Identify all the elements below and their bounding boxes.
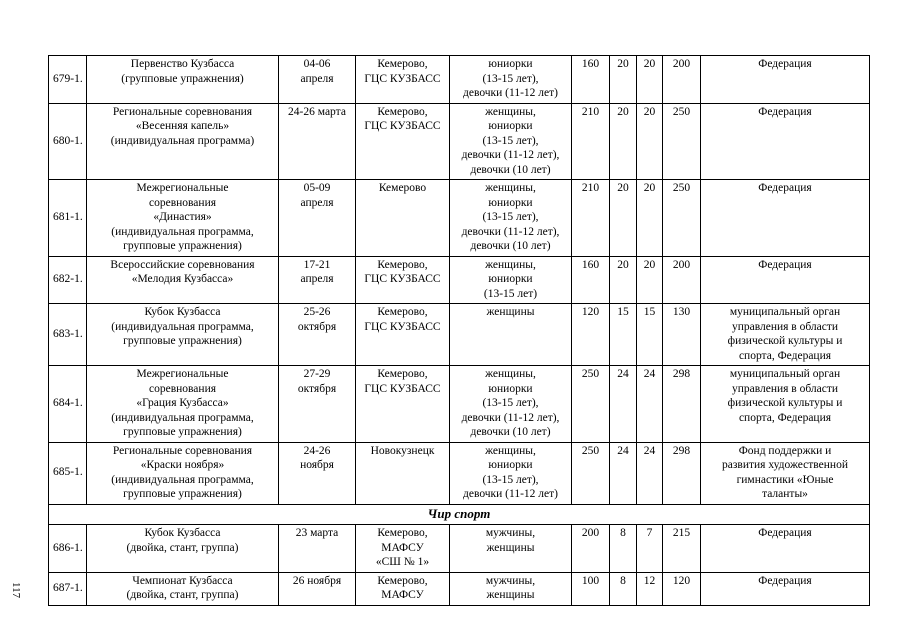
row-number: 681-1.	[49, 180, 87, 257]
organizer: Федерация	[701, 525, 870, 573]
table-row	[49, 103, 870, 180]
event-date: 25-26 октября	[279, 304, 356, 366]
participant-category: женщины	[450, 304, 572, 366]
events-table	[48, 55, 870, 606]
row-number: 680-1.	[49, 103, 87, 180]
count-total: 298	[663, 366, 701, 443]
event-date: 17-21 апреля	[279, 256, 356, 304]
count-participants: 210	[572, 103, 610, 180]
participant-category: мужчины, женщины	[450, 525, 572, 573]
event-name: Региональные соревнования «Весенняя капель» (индивидуальная программа)	[87, 103, 279, 180]
count-participants: 250	[572, 442, 610, 504]
organizer: Федерация	[701, 56, 870, 104]
event-name: Кубок Кузбасса (индивидуальная программа, групповые упражнения)	[87, 304, 279, 366]
count-coaches: 24	[610, 442, 637, 504]
event-place: Кемерово, ГЦС КУЗБАСС	[356, 304, 450, 366]
table-row	[49, 366, 870, 443]
table-row	[49, 572, 870, 605]
count-judges: 20	[637, 56, 663, 104]
page-number: 117	[10, 582, 22, 599]
count-coaches: 20	[610, 103, 637, 180]
row-number: 684-1.	[49, 366, 87, 443]
count-participants: 160	[572, 256, 610, 304]
count-total: 298	[663, 442, 701, 504]
table-row	[49, 442, 870, 504]
event-place: Кемерово, ГЦС КУЗБАСС	[356, 56, 450, 104]
section-row	[49, 504, 870, 525]
event-place: Кемерово	[356, 180, 450, 257]
organizer: Федерация	[701, 256, 870, 304]
count-participants: 250	[572, 366, 610, 443]
count-total: 120	[663, 572, 701, 605]
event-name: Региональные соревнования «Краски ноября» (индивидуальная программа, групповые упражнения)	[87, 442, 279, 504]
event-place: Кемерово, ГЦС КУЗБАСС	[356, 366, 450, 443]
count-coaches: 20	[610, 56, 637, 104]
organizer: Федерация	[701, 103, 870, 180]
section-title: Чир спорт	[49, 504, 870, 525]
organizer: Федерация	[701, 572, 870, 605]
count-judges: 20	[637, 180, 663, 257]
count-coaches: 20	[610, 180, 637, 257]
event-date: 26 ноября	[279, 572, 356, 605]
event-name: Межрегиональные соревнования «Грация Кузбасса» (индивидуальная программа, групповые упражнения)	[87, 366, 279, 443]
event-date: 05-09 апреля	[279, 180, 356, 257]
participant-category: женщины, юниорки (13-15 лет), девочки (11-12 лет), девочки (10 лет)	[450, 366, 572, 443]
count-total: 200	[663, 56, 701, 104]
row-number: 686-1.	[49, 525, 87, 573]
count-judges: 24	[637, 366, 663, 443]
count-coaches: 15	[610, 304, 637, 366]
event-name: Чемпионат Кузбасса (двойка, стант, группа)	[87, 572, 279, 605]
event-name: Кубок Кузбасса (двойка, стант, группа)	[87, 525, 279, 573]
count-total: 200	[663, 256, 701, 304]
event-place: Новокузнецк	[356, 442, 450, 504]
count-coaches: 24	[610, 366, 637, 443]
table-row	[49, 304, 870, 366]
table-row	[49, 525, 870, 573]
count-participants: 120	[572, 304, 610, 366]
count-judges: 7	[637, 525, 663, 573]
count-total: 215	[663, 525, 701, 573]
organizer: Федерация	[701, 180, 870, 257]
participant-category: женщины, юниорки (13-15 лет), девочки (11-12 лет), девочки (10 лет)	[450, 180, 572, 257]
organizer: Фонд поддержки и развития художественной гимнастики «Юные таланты»	[701, 442, 870, 504]
event-date: 23 марта	[279, 525, 356, 573]
table-row	[49, 56, 870, 104]
count-coaches: 8	[610, 572, 637, 605]
event-place: Кемерово, МАФСУ «СШ № 1»	[356, 525, 450, 573]
table-row	[49, 256, 870, 304]
organizer: муниципальный орган управления в области физической культуры и спорта, Федерация	[701, 366, 870, 443]
table-row	[49, 180, 870, 257]
count-judges: 20	[637, 256, 663, 304]
count-participants: 200	[572, 525, 610, 573]
row-number: 679-1.	[49, 56, 87, 104]
count-judges: 15	[637, 304, 663, 366]
event-date: 04-06 апреля	[279, 56, 356, 104]
count-judges: 24	[637, 442, 663, 504]
event-date: 24-26 марта	[279, 103, 356, 180]
count-total: 250	[663, 180, 701, 257]
participant-category: женщины, юниорки (13-15 лет), девочки (11-12 лет), девочки (10 лет)	[450, 103, 572, 180]
count-participants: 100	[572, 572, 610, 605]
count-coaches: 8	[610, 525, 637, 573]
participant-category: юниорки (13-15 лет), девочки (11-12 лет)	[450, 56, 572, 104]
event-date: 27-29 октября	[279, 366, 356, 443]
count-total: 130	[663, 304, 701, 366]
row-number: 685-1.	[49, 442, 87, 504]
event-name: Первенство Кузбасса (групповые упражнения)	[87, 56, 279, 104]
count-coaches: 20	[610, 256, 637, 304]
participant-category: мужчины, женщины	[450, 572, 572, 605]
count-participants: 210	[572, 180, 610, 257]
event-place: Кемерово, МАФСУ	[356, 572, 450, 605]
count-judges: 20	[637, 103, 663, 180]
organizer: муниципальный орган управления в области физической культуры и спорта, Федерация	[701, 304, 870, 366]
row-number: 687-1.	[49, 572, 87, 605]
count-judges: 12	[637, 572, 663, 605]
count-participants: 160	[572, 56, 610, 104]
event-name: Всероссийские соревнования «Мелодия Кузбасса»	[87, 256, 279, 304]
row-number: 683-1.	[49, 304, 87, 366]
row-number: 682-1.	[49, 256, 87, 304]
event-date: 24-26 ноября	[279, 442, 356, 504]
event-place: Кемерово, ГЦС КУЗБАСС	[356, 256, 450, 304]
event-place: Кемерово, ГЦС КУЗБАСС	[356, 103, 450, 180]
count-total: 250	[663, 103, 701, 180]
participant-category: женщины, юниорки (13-15 лет)	[450, 256, 572, 304]
event-name: Межрегиональные соревнования «Династия» (индивидуальная программа, групповые упражнения)	[87, 180, 279, 257]
participant-category: женщины, юниорки (13-15 лет), девочки (11-12 лет)	[450, 442, 572, 504]
